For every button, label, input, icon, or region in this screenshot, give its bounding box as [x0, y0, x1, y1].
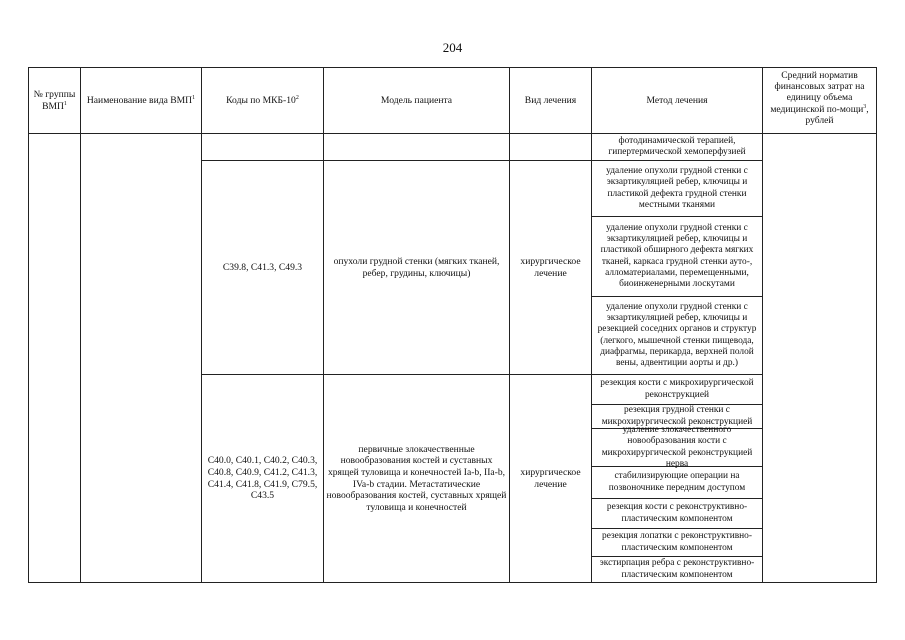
col-border — [28, 67, 29, 583]
header-patient-model: Модель пациента — [380, 94, 453, 106]
method-cell: резекция лопатки с реконструктивно-пластическим компонентом — [602, 531, 752, 553]
method-cell: удаление опухоли грудной стенки с экзартикуляцией ребер, ключицы и пластикой дефекта грудной стенки местными тканями — [606, 165, 748, 210]
header-treatment-method: Метод лечения — [646, 94, 708, 106]
patient-model-cell: опухоли грудной стенки (мягких тканей, ребер, грудины, ключицы) — [333, 255, 500, 279]
header-vmp-name: Наименование вида ВМП$^1$ — [86, 94, 196, 106]
method-cell: удаление злокачественного новообразования кости с микрохирургической реконструкцией нерва — [601, 424, 753, 469]
method-cell: удаление опухоли грудной стенки с экзартикуляцией ребер, ключицы и резекцией соседних органов и структур (легкого, мышечной стенки пищевода, диафрагмы, перикарда, верхней полой вены, адвентиции аорты и др.) — [597, 301, 757, 369]
treatment-type-cell: хирургическое лечение — [520, 255, 581, 279]
patient-model-cell: первичные злокачественные новообразования костей и суставных хрящей туловища и конечностей Ia-b, IIa-b, IVa-b стадии. Метастатические новообразования костей, суставных хрящей туловища и конечностей — [326, 443, 507, 513]
icd-codes-cell: C40.0, C40.1, C40.2, C40.3, C40.8, C40.9, C41.2, C41.3, C41.4, C41.8, C41.9, C79.5, C43.5 — [207, 455, 318, 502]
page-number: 204 — [442, 40, 463, 55]
header-icd-codes: Коды по МКБ-$10^2$ — [226, 94, 299, 106]
col-border — [762, 67, 763, 583]
method-cell: фотодинамической терапией, гипертермической хемоперфузией — [608, 135, 746, 157]
treatment-type-cell: хирургическое лечение — [520, 466, 581, 490]
header-financial-norm: Средний норматив финансовых затрат на единицу объема медицинской по-мощи$^3$, рублей — [770, 70, 869, 126]
method-cell: резекция кости с реконструктивно-пластическим компонентом — [606, 502, 748, 524]
method-cell: резекция кости с микрохирургической реконструкцией — [600, 378, 754, 400]
method-cell: удаление опухоли грудной стенки с экзартикуляцией ребер, ключицы и пластикой обширного дефекта мягких тканей, каркаса грудной стенки ауто-, алломатериалами, перемещенными, биоинженерными лоскутами — [600, 222, 754, 290]
icd-codes-cell: C39.8, C41.3, C49.3 — [222, 261, 303, 273]
col-border — [80, 67, 81, 583]
method-cell: стабилизирующие операции на позвоночнике передним доступом — [608, 471, 746, 493]
table-bottom-border — [28, 582, 877, 583]
header-group-number: № группы ВМП$^1$ — [33, 89, 76, 112]
col-border — [876, 67, 877, 583]
treatment-table — [28, 67, 877, 583]
method-cell: резекция грудной стенки с микрохирургической реконструкцией — [601, 405, 753, 427]
method-cell: экстирпация ребра с реконструктивно-пластическим компонентом — [599, 558, 755, 580]
header-treatment-type: Вид лечения — [524, 94, 577, 106]
